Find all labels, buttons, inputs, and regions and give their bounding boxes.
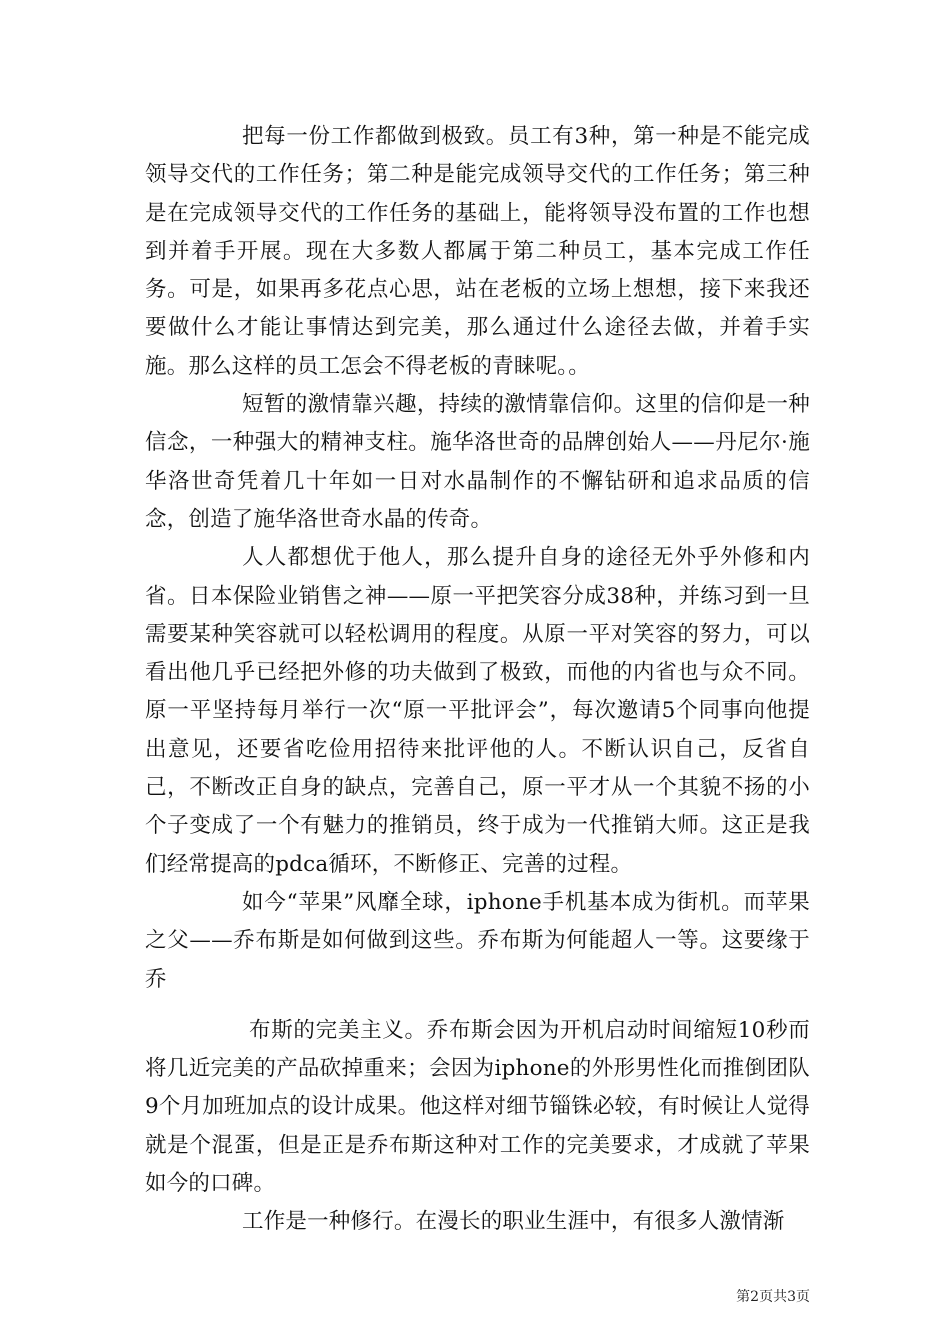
paragraph-excellence: 把每一份工作都做到极致。员工有3种，第一种是不能完成领导交代的工作任务；第二种是能完成领导交代的工作任务；第三种是在完成领导交代的工作任务的基础上，能将领导没布置的工作也想到并着手开展。现在大多数人都属于第二种员工，基本完成工作任务。可是，如果再多花点心思，站在老板的立场上想想，接下来我还要做什么才能让事情达到完美，那么通过什么途径去做，并着手实施。那么这样的员工怎会不得老板的青睐呢。。 [145, 124, 810, 379]
page-number-footer: 第2页共3页 [736, 1289, 810, 1305]
paragraph-self-improvement: 人人都想优于他人，那么提升自身的途径无外乎外修和内省。日本保险业销售之神——原一平把笑容分成38种，并练习到一旦需要某种笑容就可以轻松调用的程度。从原一平对笑容的努力，可以看出他几乎已经把外修的功夫做到了极致，而他的内省也与众不同。原一平坚持每月举行一次“原一平批评会”，每次邀请5个同事向他提出意见，还要省吃俭用招待来批评他的人。不断认识自己，反省自己，不断改正自身的缺点，完善自己，原一平才从一个其貌不扬的小个子变成了一个有魅力的推销员，终于成为一代推销大师。这正是我们经常提高的pdca循环，不断修正、完善的过程。 [145, 545, 810, 877]
paragraph-work-practice: 工作是一种修行。在漫长的职业生涯中，有很多人激情渐 [242, 1209, 785, 1235]
paragraph-passion: 短暂的激情靠兴趣，持续的激情靠信仰。这里的信仰是一种信念，一种强大的精神支柱。施华洛世奇的品牌创始人——丹尼尔·施华洛世奇凭着几十年如一日对水晶制作的不懈钻研和追求品质的信念，创造了施华洛世奇水晶的传奇。 [145, 392, 810, 532]
paragraph-jobs-perfectionism: 布斯的完美主义。乔布斯会因为开机启动时间缩短10秒而将几近完美的产品砍掉重来；会因为iphone的外形男性化而推倒团队9个月加班加点的设计成果。他这样对细节锱铢必较，有时候让人觉得就是个混蛋，但是正是乔布斯这种对工作的完美要求，才成就了苹果如今的口碑。 [145, 1017, 810, 1197]
document-body [145, 118, 810, 1242]
paragraph-apple: 如今“苹果”风靡全球，iphone手机基本成为街机。而苹果之父——乔布斯是如何做到这些。乔布斯为何能超人一等。这要缘于乔 [145, 889, 810, 992]
